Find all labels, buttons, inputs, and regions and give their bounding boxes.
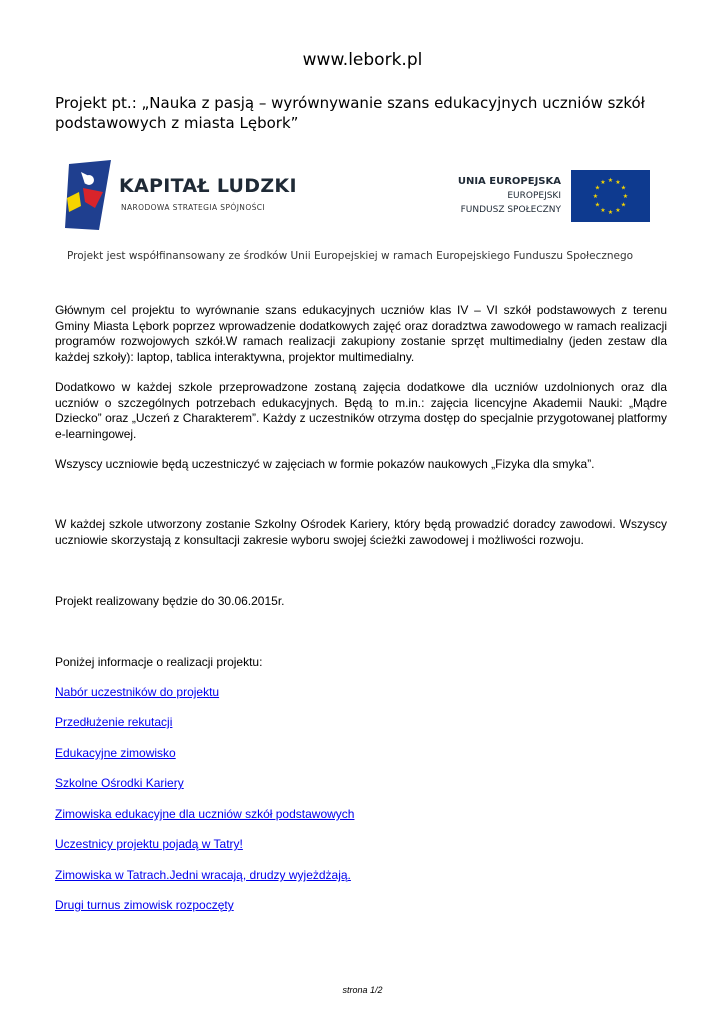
svg-text:★: ★ — [594, 201, 601, 209]
svg-text:★: ★ — [607, 209, 614, 216]
svg-text:★: ★ — [615, 179, 621, 186]
project-title: Projekt pt.: „Nauka z pasją – wyrównywanie szans edukacyjnych uczniów szkół podstawowych z miasta Lębork” — [55, 94, 645, 132]
svg-text:★: ★ — [620, 201, 627, 209]
svg-text:★: ★ — [607, 177, 614, 184]
svg-text:★: ★ — [615, 207, 621, 214]
svg-text:★: ★ — [600, 207, 606, 214]
link-winter-camp[interactable]: Edukacyjne zimowisko — [55, 746, 176, 760]
eu-flag-icon — [571, 170, 650, 222]
svg-text:★: ★ — [594, 184, 601, 192]
eu-text — [425, 175, 561, 217]
cofinanced-note: Projekt jest współfinansowany ze środków Unii Europejskiej w ramach Europejskiego Funduszu Społecznego — [67, 250, 634, 262]
link-career-centers[interactable]: Szkolne Ośrodki Kariery — [55, 776, 184, 790]
paragraph-goal: Głównym cel projektu to wyrównanie szans edukacyjnych uczniów klas IV – VI szkół podstawowych z terenu Gminy Miasta Lębork poprzez wprowadzenie dodatkowych zajęć oraz doradztwa zawodowego w ramach realizacji programów rozwojowych szkół.W ramach realizacji zakupiony zostanie sprzęt multimedialny (jeden zestaw dla każdej szkoły): laptop, tablica interaktywna, projektor multimedialny. — [55, 303, 667, 364]
paragraph-extra-classes: Dodatkowo w każdej szkole przeprowadzone zostaną zajęcia dodatkowe dla uczniów uzdolnionych oraz dla uczniów o szczególnych potrzebach edukacyjnych. Będą to m.in.: zajęcia licencyjne Akademii Nauki: „Mądre Dziecko” oraz „Uczeń z Charakterem”. Każdy z uczestników otrzyma dostęp do specjalnie przygotowanej platformy e-learningowej. — [55, 380, 667, 441]
eu-stars-icon — [571, 170, 650, 222]
svg-text:★: ★ — [622, 193, 629, 200]
kapital-ludzki-logo-icon — [59, 158, 119, 238]
eu-line1: EUROPEJSKI — [507, 191, 561, 201]
paragraph-science-shows: Wszyscy uczniowie będą uczestniczyć w zajęciach w formie pokazów naukowych „Fizyka dla smyka”. — [55, 457, 595, 471]
kapital-ludzki-subtitle: NARODOWA STRATEGIA SPÓJNOŚCI — [121, 203, 266, 212]
paragraph-deadline: Projekt realizowany będzie do 30.06.2015r. — [55, 594, 285, 608]
link-winter-camps-primary[interactable]: Zimowiska edukacyjne dla uczniów szkół podstawowych — [55, 807, 355, 821]
kapital-ludzki-title: KAPITAŁ LUDZKI — [119, 175, 297, 197]
eu-line2: FUNDUSZ SPOŁECZNY — [460, 205, 561, 215]
svg-text:★: ★ — [592, 193, 599, 200]
link-tatry-return[interactable]: Zimowiska w Tatrach.Jedni wracają, drudzy wyjeżdżają. — [55, 868, 351, 882]
link-recruitment-extension[interactable]: Przedłużenie rekutacji — [55, 715, 173, 729]
link-recruitment[interactable]: Nabór uczestników do projektu — [55, 685, 220, 699]
svg-text:★: ★ — [620, 184, 627, 192]
link-tatry-trip[interactable]: Uczestnicy projektu pojadą w Tatry! — [55, 837, 243, 851]
link-second-turn[interactable]: Drugi turnus zimowisk rozpoczęty — [55, 898, 234, 912]
funding-banner — [55, 150, 667, 270]
eu-title: UNIA EUROPEJSKA — [457, 176, 561, 187]
page-number: strona 1/2 — [342, 985, 383, 995]
svg-text:★: ★ — [600, 179, 606, 186]
site-url: www.lebork.pl — [302, 50, 423, 70]
paragraph-career-center: W każdej szkole utworzony zostanie Szkolny Ośrodek Kariery, który będą prowadzić doradcy zawodowi. Wszyscy uczniowie skorzystają z konsultacji zakresie wyboru swojej ścieżki zawodowej i możliwości rozwoju. — [55, 517, 667, 547]
paragraph-info-intro: Poniżej informacje o realizacji projektu: — [55, 655, 263, 669]
